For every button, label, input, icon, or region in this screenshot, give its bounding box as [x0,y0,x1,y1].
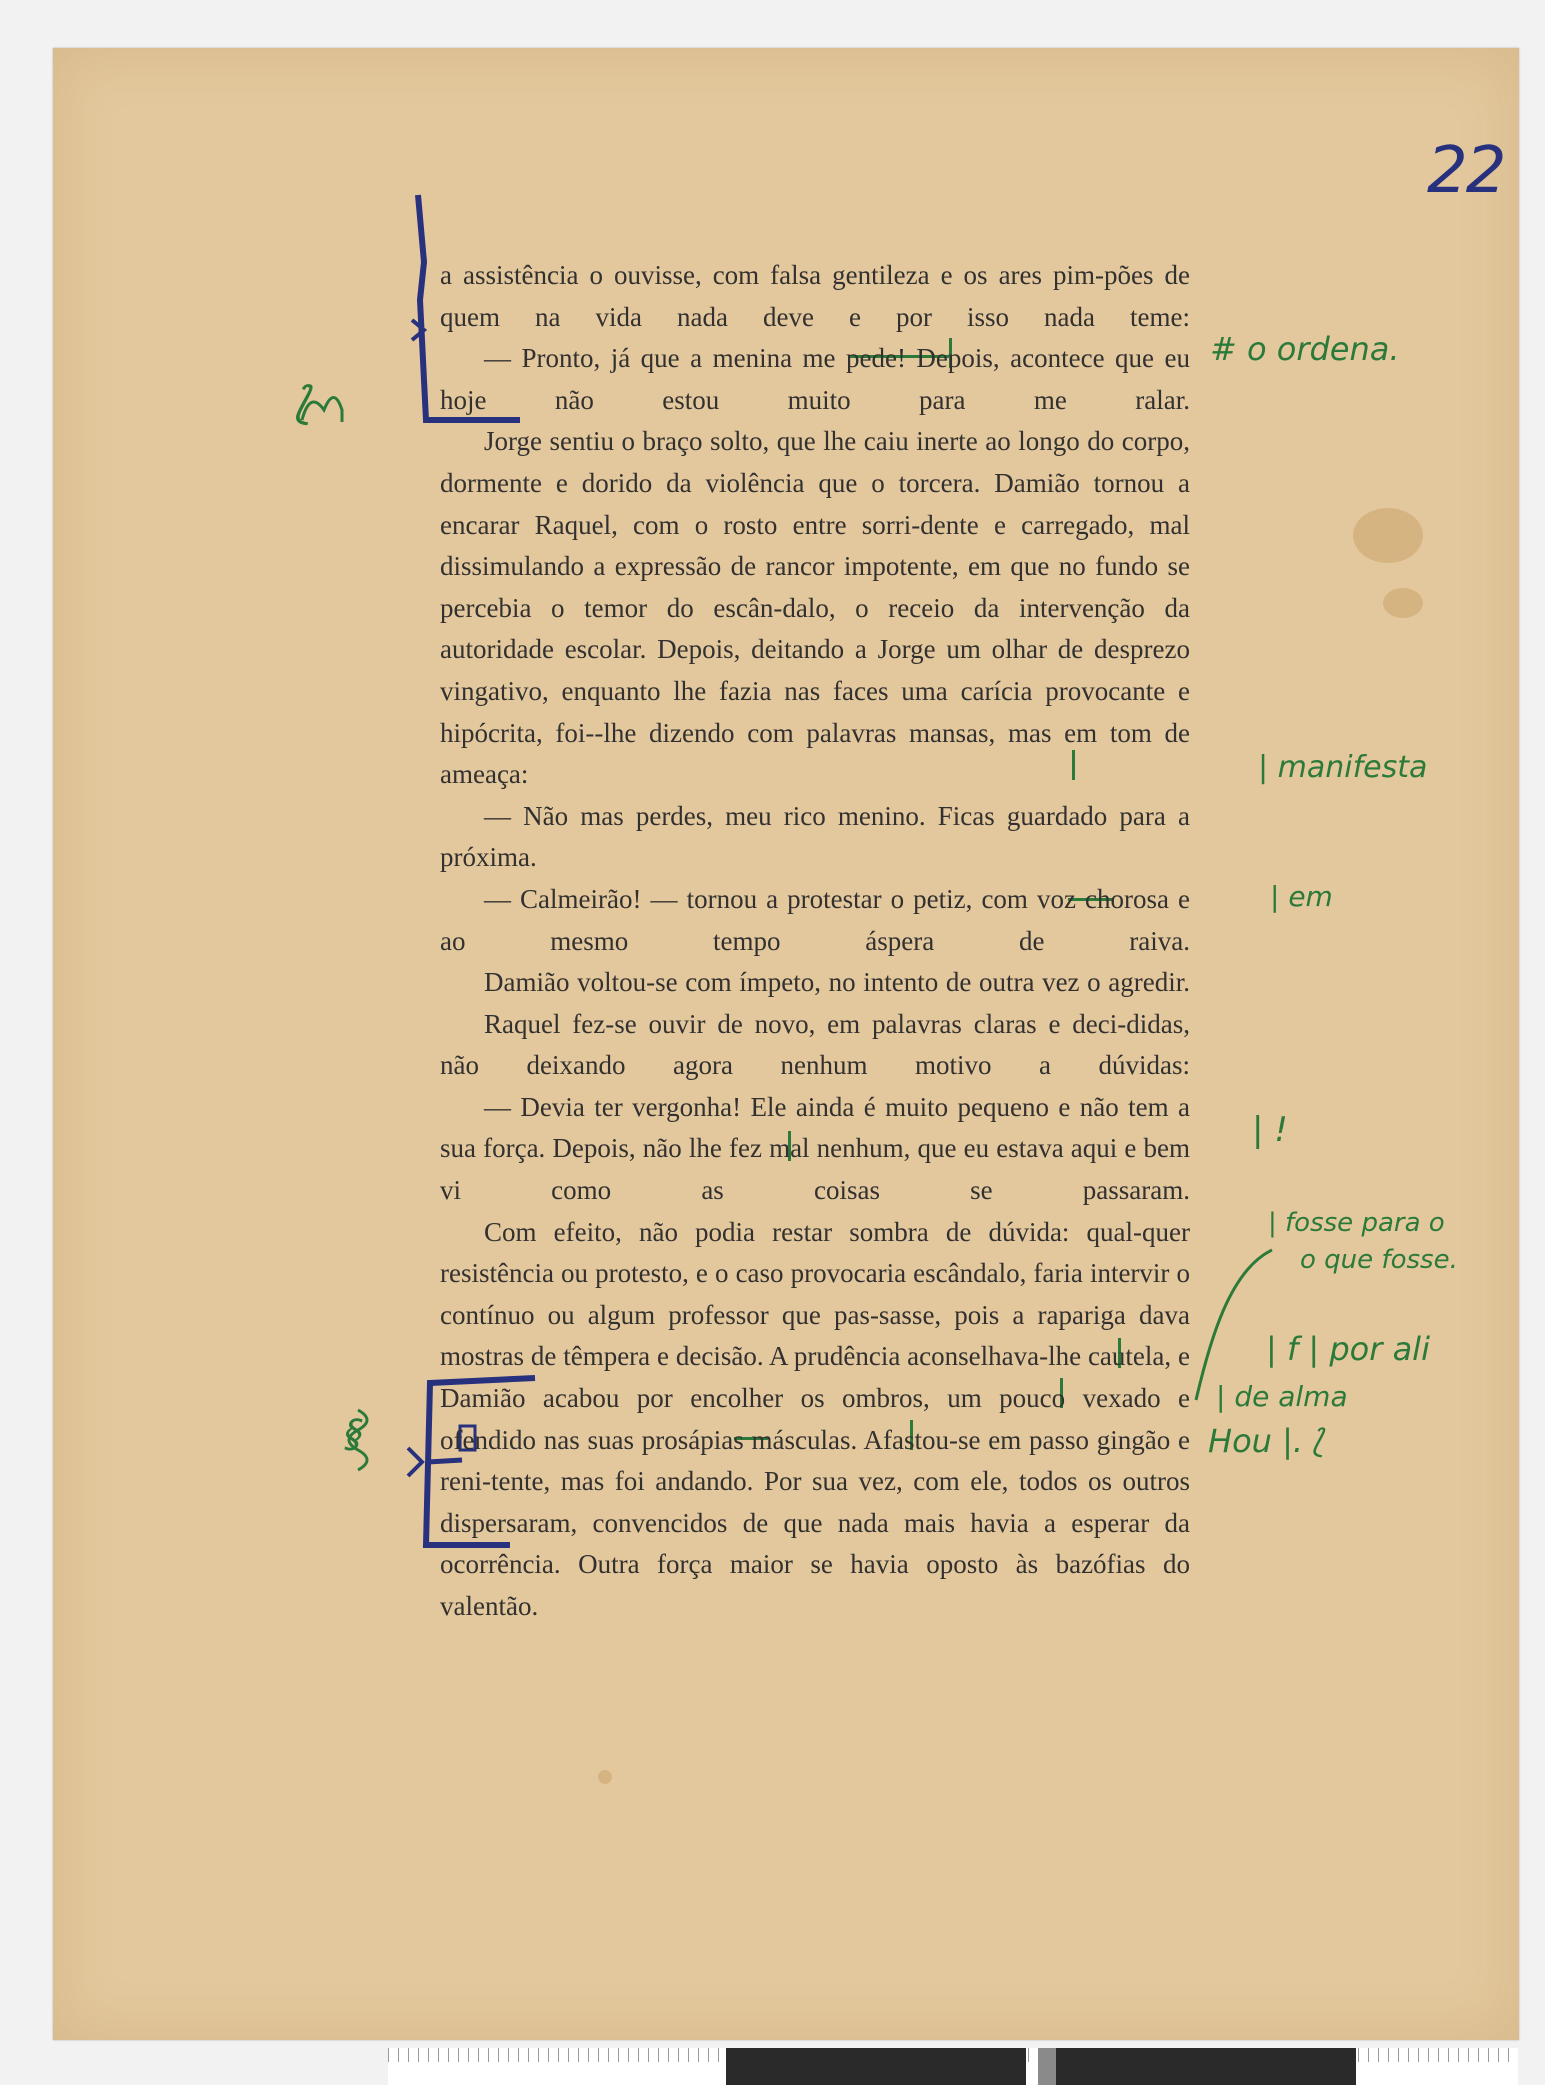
paragraph: Jorge sentiu o braço solto, que lhe caiu inerte ao longo do corpo, dormente e dorido da violência que o torcera. Damião tornou a encarar Raquel, com o rosto entre sorri-dente e carregado, mal dissimulando a expressão de rancor impotente, em que no fundo se percebia o temor do escân-dalo, o receio da intervenção da autoridade escolar. Depois, deitando a Jorge um olhar de desprezo vingativo, enquanto lhe fazia nas faces uma carícia provocante e hipócrita, foi--lhe dizendo com palavras mansas, mas em tom de ameaça: [440,426,1190,790]
paragraph: — Calmeirão! — tornou a protestar o petiz, com voz chorosa e ao mesmo tempo áspera de raiva. [440,883,1190,956]
margin-mark-left: § [344,1412,363,1456]
margin-note: Hou |. ⟅ [1208,1422,1326,1460]
paragraph: — Pronto, já que a menina me pede! Depois, acontece que eu hoje não estou muito para me ralar. [440,343,1190,415]
margin-note: | fosse para o [1268,1208,1445,1238]
paragraph: — Devia ter vergonha! Ele ainda é muito pequeno e não tem a sua força. Depois, não lhe fez mal nenhum, que eu estava aqui e bem vi como as coisas se passaram. [440,1091,1190,1206]
paper-stain [1383,588,1423,618]
margin-note: | f | por ali [1266,1330,1430,1368]
margin-note: | de alma [1216,1380,1348,1413]
body-text [440,255,1190,1628]
margin-note: | ! [1252,1110,1288,1150]
margin-note: | em [1270,880,1333,913]
margin-note: | manifesta [1258,750,1428,785]
page-number: 22 [1427,134,1505,208]
paragraph: Damião voltou-se com ímpeto, no intento de outra vez o agredir. [484,967,1190,998]
margin-mark-left: ⟅ [296,378,314,429]
paragraph: a assistência o ouvisse, com falsa gentileza e os ares pim-pões de quem na vida nada deve e por isso nada teme: [440,260,1190,332]
paper-stain [1353,508,1423,563]
paper-stain [598,1770,612,1784]
scan-ruler [388,2048,1518,2085]
margin-note: o que fosse. [1300,1245,1458,1275]
margin-note: # o ordena. [1210,330,1400,368]
paragraph: Raquel fez-se ouvir de novo, em palavras claras e deci-didas, não deixando agora nenhum motivo a dúvidas: [440,1008,1190,1081]
paragraph: Com efeito, não podia restar sombra de dúvida: qual-quer resistência ou protesto, e o caso provocaria escândalo, faria intervir o contínuo ou algum professor que pas-sasse, pois a rapariga dava mostras de têmpera e decisão. A prudência aconselhava-lhe cautela, e Damião acabou por encolher os ombros, um pouco vexado e ofendido nas suas prosápias másculas. Afastou-se em passo gingão e reni-tente, mas foi andando. Por sua vez, com ele, todos os outros dispersaram, convencidos de que nada mais havia a esperar da ocorrência. Outra força maior se havia oposto às bazófias do valentão. [440,1216,1190,1621]
paragraph: — Não mas perdes, meu rico menino. Ficas guardado para a próxima. [440,800,1190,873]
